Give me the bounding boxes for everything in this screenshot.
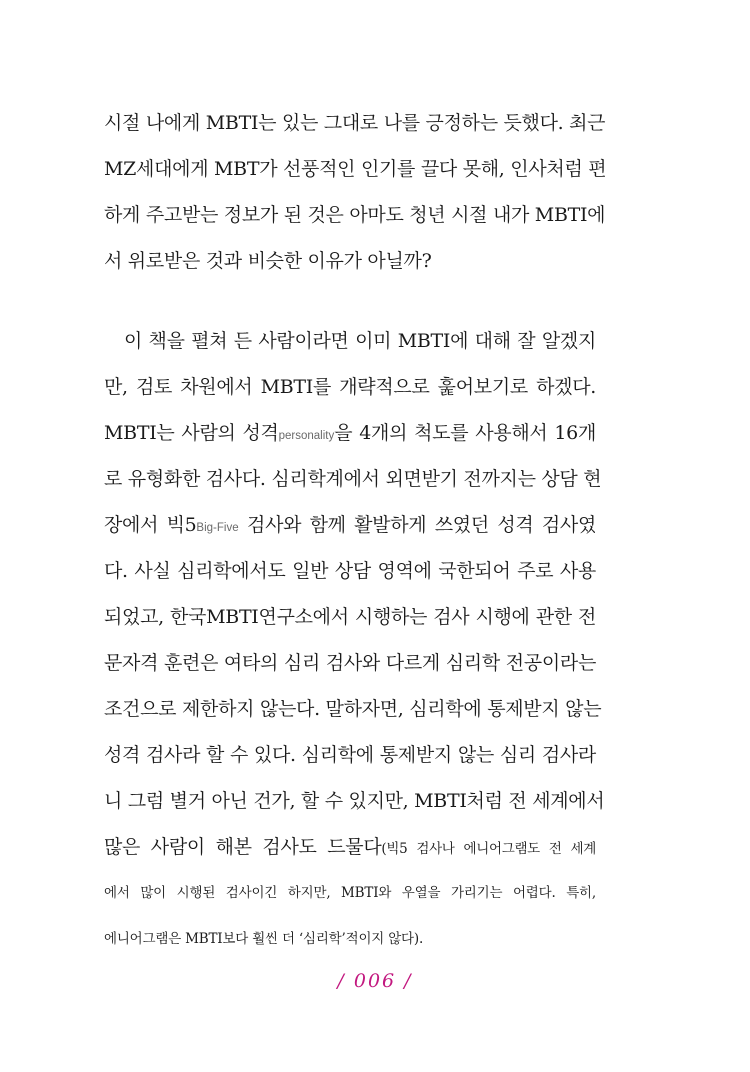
english-annotation: Big-Five bbox=[196, 522, 239, 534]
paragraph-2 bbox=[104, 318, 605, 962]
text-segment: 장에서 빅5 bbox=[104, 514, 197, 536]
text-line: 하게 주고받는 정보가 된 것은 아마도 청년 시절 내가 MBTI에 bbox=[104, 204, 606, 226]
text-line: 조건으로 제한하지 않는다. 말하자면, 심리학에 통제받지 않는 bbox=[104, 698, 602, 720]
text-line: 시절 나에게 MBTI는 있는 그대로 나를 긍정하는 듯했다. 최근 bbox=[104, 112, 606, 134]
text-line bbox=[104, 410, 596, 456]
text-line: 문자격 훈련은 여타의 심리 검사와 다르게 심리학 전공이라는 bbox=[104, 652, 596, 674]
note-line: 에니어그램은 MBTI보다 훨씬 더 ‘심리학’적이지 않다). bbox=[104, 931, 424, 947]
text-line: 니 그럼 별거 아닌 건가, 할 수 있지만, MBTI처럼 전 세계에서 bbox=[104, 790, 605, 812]
text-segment: 많은 사람이 해본 검사도 드물다 bbox=[104, 836, 382, 858]
text-segment: MBTI는 사람의 성격 bbox=[104, 422, 279, 444]
text-line: MZ세대에게 MBT가 선풍적인 인기를 끌다 못해, 인사처럼 편 bbox=[104, 158, 607, 180]
text-segment: 을 4개의 척도를 사용해서 16개 bbox=[334, 422, 597, 444]
text-line: 되었고, 한국MBTI연구소에서 시행하는 검사 시행에 관한 전 bbox=[104, 606, 596, 628]
text-line: 서 위로받은 것과 비슷한 이유가 아닐까? bbox=[104, 250, 432, 272]
english-annotation: personality bbox=[278, 430, 335, 442]
text-line: 성격 검사라 할 수 있다. 심리학에 통제받지 않는 심리 검사라 bbox=[104, 744, 596, 766]
text-line bbox=[104, 824, 596, 870]
text-line: 다. 사실 심리학에서도 일반 상담 영역에 국한되어 주로 사용 bbox=[104, 560, 596, 582]
text-line bbox=[104, 502, 596, 548]
text-segment: 검사와 함께 활발하게 쓰였던 성격 검사였 bbox=[238, 514, 596, 536]
text-line: 만, 검토 차원에서 MBTI를 개략적으로 훑어보기로 하겠다. bbox=[104, 376, 596, 398]
parenthetical-note: (빅5 검사나 에니어그램도 전 세계 bbox=[381, 841, 596, 857]
page-number: / 006 / bbox=[337, 970, 413, 992]
paragraph-1 bbox=[104, 100, 607, 284]
text-line: 로 유형화한 검사다. 심리학계에서 외면받기 전까지는 상담 현 bbox=[104, 468, 602, 490]
text-line: 이 책을 펼쳐 든 사람이라면 이미 MBTI에 대해 잘 알겠지 bbox=[124, 330, 596, 352]
note-line: 에서 많이 시행된 검사이긴 하지만, MBTI와 우열을 가리기는 어렵다. 특히, bbox=[104, 885, 596, 901]
